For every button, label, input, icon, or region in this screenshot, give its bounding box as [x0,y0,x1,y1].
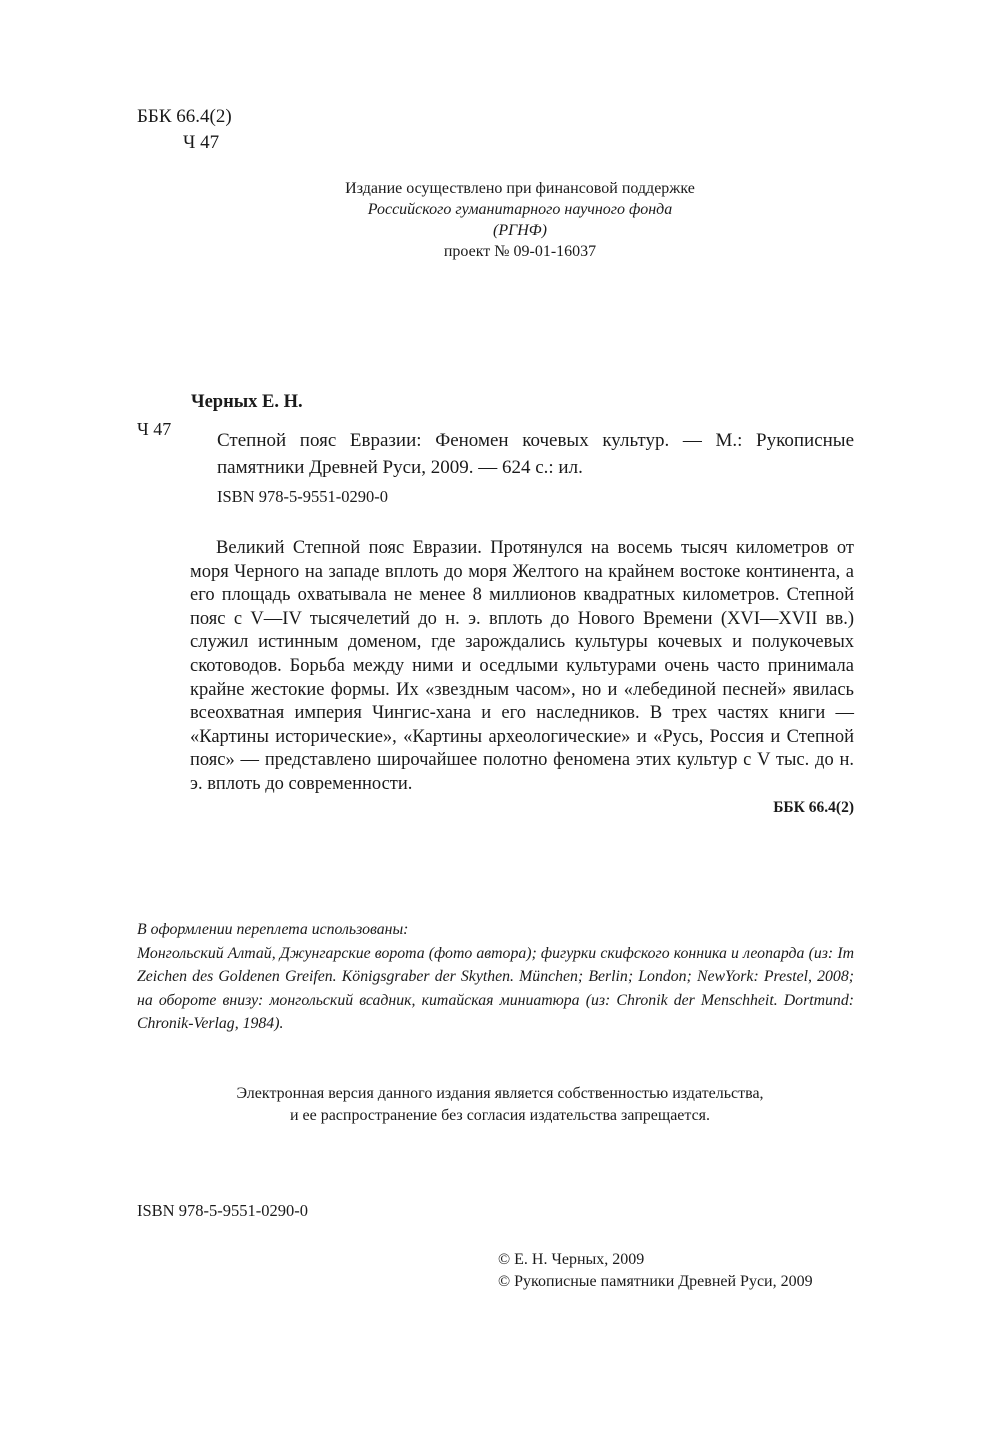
copyright-block [498,1249,813,1293]
notice-line-1: Электронная версия данного издания является собственностью издательства, [236,1085,764,1102]
funding-line-1: Издание осуществлено при финансовой поддержке [345,180,695,197]
copyright-line-1: © Е. Н. Черных, 2009 [498,1251,645,1268]
classification-block [137,104,232,156]
author-name: Черных Е. Н. [191,392,303,412]
notice-line-2: и ее распространение без согласия издательства запрещается. [289,1107,711,1124]
title-entry: Степной пояс Евразии: Феномен кочевых культур. — М.: Рукописные памятники Древней Руси, 2009. — 624 с.: ил. [217,430,854,478]
abstract-bbk: ББК 66.4(2) [773,799,854,816]
cover-credits-heading: В оформлении переплета использованы: [137,921,409,938]
cover-credits-text: Монгольский Алтай, Джунгарские ворота (фото автора); фигурки скифского конника и леопарда (из: Im Zeichen des Goldenen Greifen. Königsgraber der Skythen. München; Berlin; London; NewYork: Prestel, 2008; на обороте внизу: монгольский всадник, китайская миниатюра (из: Chronik der Menschheit. Dortmund: Chronik-Verlag, 1984). [137,944,854,1033]
bbk-code: ББК 66.4(2) [137,106,232,127]
funding-block [260,178,780,262]
cover-credits [137,918,854,1036]
isbn-bottom: ISBN 978-5-9551-0290-0 [137,1201,308,1220]
funding-line-4: проект № 09-01-16037 [443,243,597,260]
isbn-entry: ISBN 978-5-9551-0290-0 [217,487,388,506]
copyright-line-2: © Рукописные памятники Древней Руси, 2009 [498,1273,813,1290]
catalog-code: Ч 47 [137,419,172,439]
funding-line-2: Российского гуманитарного научного фонда [367,201,673,218]
author-mark: Ч 47 [183,132,220,153]
electronic-notice [150,1083,850,1127]
funding-line-3: (РГНФ) [493,222,547,239]
abstract-paragraph: Великий Степной пояс Евразии. Протянулся на восемь тысяч километров от моря Черного на западе вплоть до моря Желтого на крайнем востоке континента, а его площадь охватывала не менее 8 миллионов квадратных километров. Степной пояс с V—IV тысячелетий до н. э. вплоть до Нового Времени (XVI—XVII вв.) служил истинным доменом, где зарождались культуры кочевых и полукочевых скотоводов. Борьба между ними и оседлыми культурами очень часто принимала крайне жестокие формы. Их «звездным часом», но и «лебединой песней» явилась всеохватная империя Чингис-хана и его наследников. В трех частях книги — «Картины исторические», «Картины археологические» и «Русь, Россия и Степной пояс» — представлено широчайшее полотно феномена этих культур с V тыс. до н. э. вплоть до современности. [190,538,854,794]
